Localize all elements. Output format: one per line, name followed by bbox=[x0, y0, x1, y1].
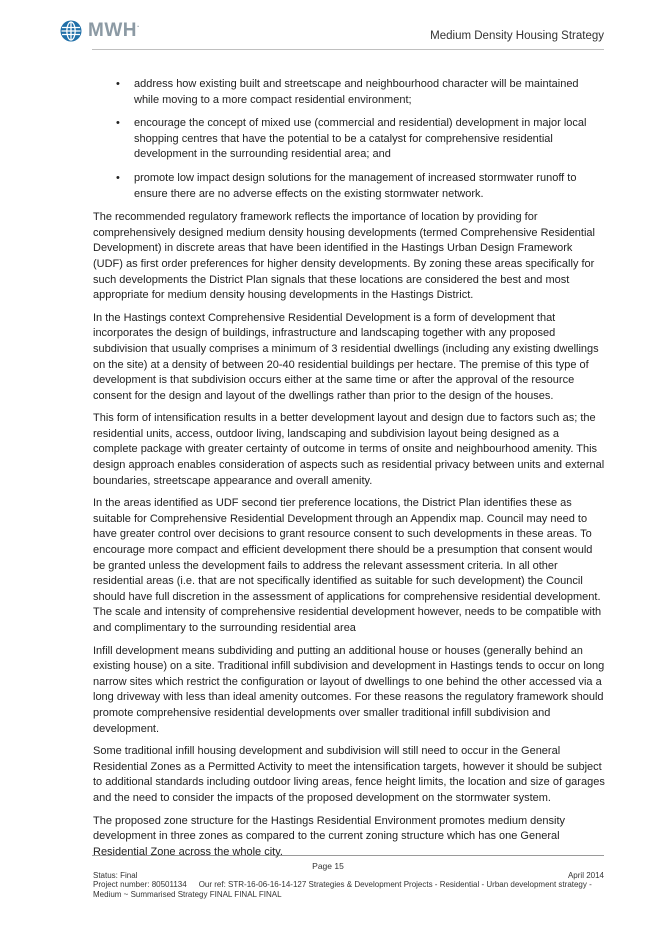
bullet-item: • encourage the concept of mixed use (commercial and residential) development in major local shopping centres that have the potential to be a catalyst for comprehensive residential development in the surrounding residential area; and bbox=[93, 116, 605, 163]
company-logo bbox=[60, 20, 140, 42]
paragraph-hastings-context: In the Hastings context Comprehensive Residential Development is a form of development that incorporates the design of buildings, infrastructure and landscaping together with any proposed subdivision that usually comprises a minimum of 3 residential dwellings (including any existing dwellings on the site) at a density of between 20-40 residential buildings per hectare. The premise of this type of development is that subdivision occurs either at the same time or after the approval of the resource consent for the design and layout of the dwellings rather than prior to the design of the houses. bbox=[93, 311, 599, 402]
paragraph-intensification: This form of intensification results in a better development layout and design due to factors such as; the residential units, access, outdoor living, landscaping and subdivision layout being designed as a complete package with greater certainty of outcome in terms of onsite and neighbourhood amenity. This design approach enables consideration of aspects such as residential privacy between units and external boundaries, streetscape appearance and overall amenity. bbox=[93, 412, 605, 487]
paragraph-regulatory-framework: The recommended regulatory framework reflects the importance of location by providing for comprehensively designed medium density housing developments (termed Comprehensive Residential Development) in discrete areas that have been identified in the Hastings Urban Design Framework (UDF) as first order preferences for higher density developments. By zoning these areas specifically for such developments the District Plan signals that these locations are considered the best and most appropriate for medium density housing developments in the Hastings District. bbox=[93, 211, 595, 302]
paragraph-traditional-infill: Some traditional infill housing development and subdivision will still need to occur in the General Residential Zones as a Permitted Activity to meet the intensification targets, however it should be subject to additional standards including outdoor living areas, fence height limits, the location and size of garages and the need to consider the impacts of the proposed development on the stormwater system. bbox=[93, 745, 605, 804]
logo-dot: . bbox=[136, 20, 140, 29]
paragraph-infill-development: Infill development means subdividing and putting an additional house or houses (generally behind an existing house) on a site. Traditional infill subdivision and development in Hastings tends to occur on long narrow sites which restrict the configuration or layout of dwellings to one behind the other accessed via a long driveway with less than ideal amenity outcomes. For these reasons the regulatory framework should promote comprehensive residential developments over smaller traditional infill subdivision and development. bbox=[93, 644, 605, 735]
project-reference bbox=[93, 880, 605, 900]
logo-text: MWH. bbox=[88, 20, 140, 41]
page-number: Page 15 bbox=[312, 861, 344, 871]
footer-divider bbox=[92, 855, 604, 856]
footer-date: April 2014 bbox=[567, 871, 604, 880]
project-number: Project number: 80501134 bbox=[93, 880, 187, 889]
document-title: Medium Density Housing Strategy bbox=[430, 30, 604, 42]
paragraph-udf-second-tier: In the areas identified as UDF second tier preference locations, the District Plan identifies these as suitable for Comprehensive Residential Development through an Appendix map. Council may need to have greater control over decisions to grant resource consent to such developments in these areas. To encourage more compact and efficient development there should be a presumption that consent would be granted unless the development fails to address the relevant assessment criteria. In all other residential areas (i.e. that are not specifically identified as suitable for such development) the Council should have full discretion in the assessment of applications for comprehensive residential development. The scale and intensity of comprehensive residential development however, needs to be compatible with and complimentary to the surrounding residential area bbox=[93, 497, 602, 634]
our-reference: Our ref: STR-16-06-16-14-127 Strategies & Development Projects - Residential - Urban development strategy - Medium ~ Summarised Strategy FINAL FINAL FINAL bbox=[93, 880, 592, 899]
page-body bbox=[93, 77, 605, 867]
bullet-list bbox=[93, 77, 605, 202]
bullet-item: • promote low impact design solutions for the management of increased stormwater runoff to ensure there are no adverse effects on the existing stormwater network. bbox=[93, 171, 605, 202]
globe-icon bbox=[60, 20, 82, 42]
paragraph-zone-structure: The proposed zone structure for the Hastings Residential Environment promotes medium density development in three zones as compared to the current zoning structure which has one General Residential Zone across the whole city. bbox=[93, 814, 566, 858]
header-divider bbox=[92, 49, 604, 50]
status-label: Status: Final bbox=[93, 871, 138, 880]
page-header bbox=[0, 0, 656, 60]
bullet-item: • address how existing built and streetscape and neighbourhood character will be maintained while moving to a more compact residential environment; bbox=[93, 77, 605, 108]
